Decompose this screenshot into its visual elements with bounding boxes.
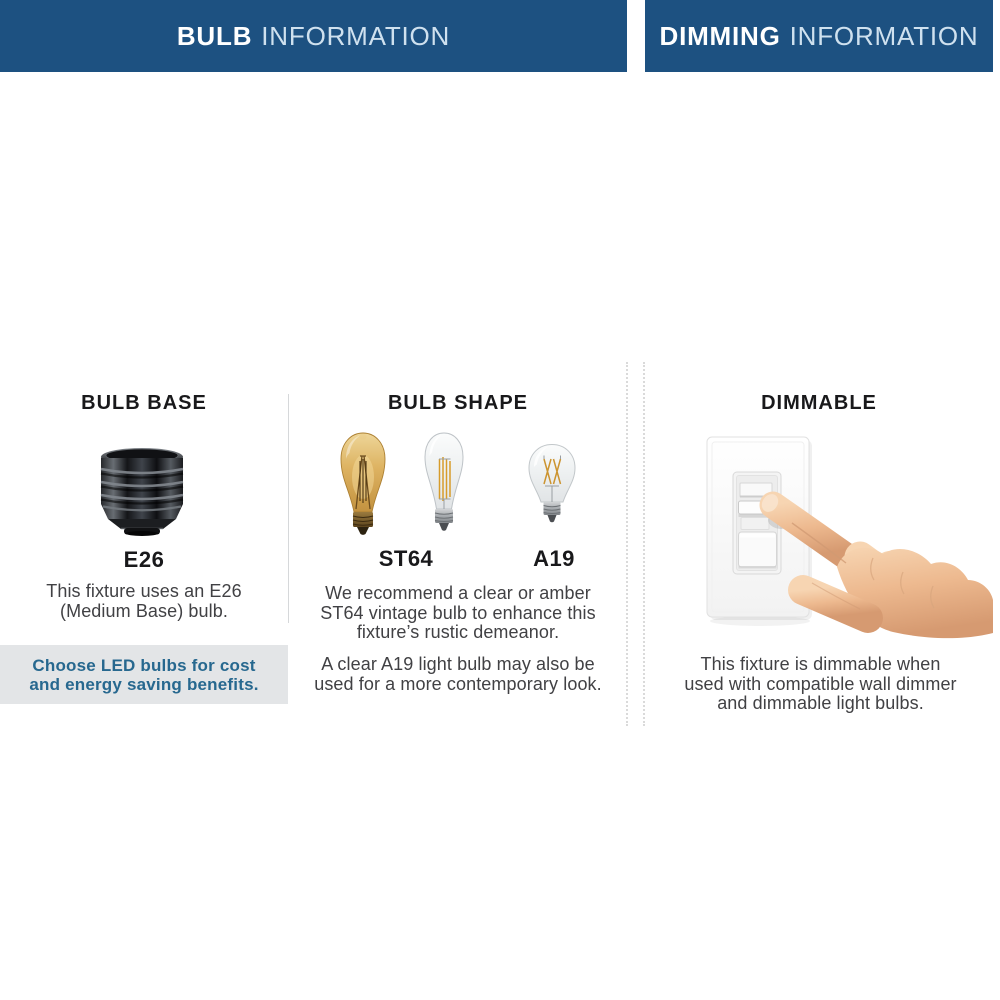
dimming-information-title-light: INFORMATION [789, 20, 979, 51]
led-tip-line-2: and energy saving benefits. [29, 674, 259, 694]
dimmable-heading: DIMMABLE [761, 392, 877, 414]
a19-label: A19 [533, 546, 575, 571]
bulb-shape-alternative [288, 655, 628, 694]
st64-label: ST64 [378, 546, 434, 571]
dimming-description-line-3: and dimmable light bulbs. [717, 693, 924, 713]
dimming-information-header-bar [645, 0, 993, 72]
panel-gap-divider-right [643, 362, 645, 726]
bulb-shape-recommendation-line-1: We recommend a clear or amber [325, 583, 591, 603]
wall-dimmer-with-hand-icon [700, 426, 995, 644]
e26-label: E26 [123, 547, 165, 572]
bulb-shape-recommendation-line-3: fixture’s rustic demeanor. [356, 622, 560, 642]
st64-clear-bulb-icon [416, 429, 472, 537]
a19-clear-bulb-image [524, 442, 580, 536]
a19-clear-bulb-icon [524, 442, 580, 536]
bulb-base-description [0, 582, 288, 621]
dimming-description-line-2: used with compatible wall dimmer [684, 673, 957, 694]
e26-base-icon [90, 444, 194, 536]
bulb-shape-heading: BULB SHAPE [387, 392, 528, 414]
bulb-shape-recommendation [288, 584, 628, 643]
bulb-information-title-bold: BULB [176, 20, 253, 51]
bulb-information-header-bar [0, 0, 627, 72]
dimming-description [648, 655, 993, 714]
bulb-base-description-line-2: (Medium Base) bulb. [60, 600, 228, 621]
bulb-base-heading: BULB BASE [81, 392, 207, 414]
bulb-base-description-line-1: This fixture uses an E26 [46, 581, 242, 601]
bulb-shape-alternative-line-2: used for a more contemporary look. [314, 673, 602, 694]
e26-base-image [90, 444, 194, 536]
bulb-shape-alternative-line-1: A clear A19 light bulb may also be [321, 654, 595, 674]
bulb-shape-recommendation-line-2: ST64 vintage bulb to enhance this [320, 602, 596, 623]
wall-dimmer-with-hand-image [700, 426, 995, 644]
st64-amber-bulb-icon [331, 429, 395, 539]
st64-amber-bulb-image [331, 429, 395, 539]
led-tip-box [0, 645, 288, 704]
st64-clear-bulb-image [416, 429, 472, 537]
dimming-information-title-bold: DIMMING [659, 20, 781, 51]
dimming-description-line-1: This fixture is dimmable when [700, 654, 941, 674]
bulb-information-title-light: INFORMATION [261, 20, 451, 51]
led-tip-line-1: Choose LED bulbs for cost [32, 655, 256, 675]
